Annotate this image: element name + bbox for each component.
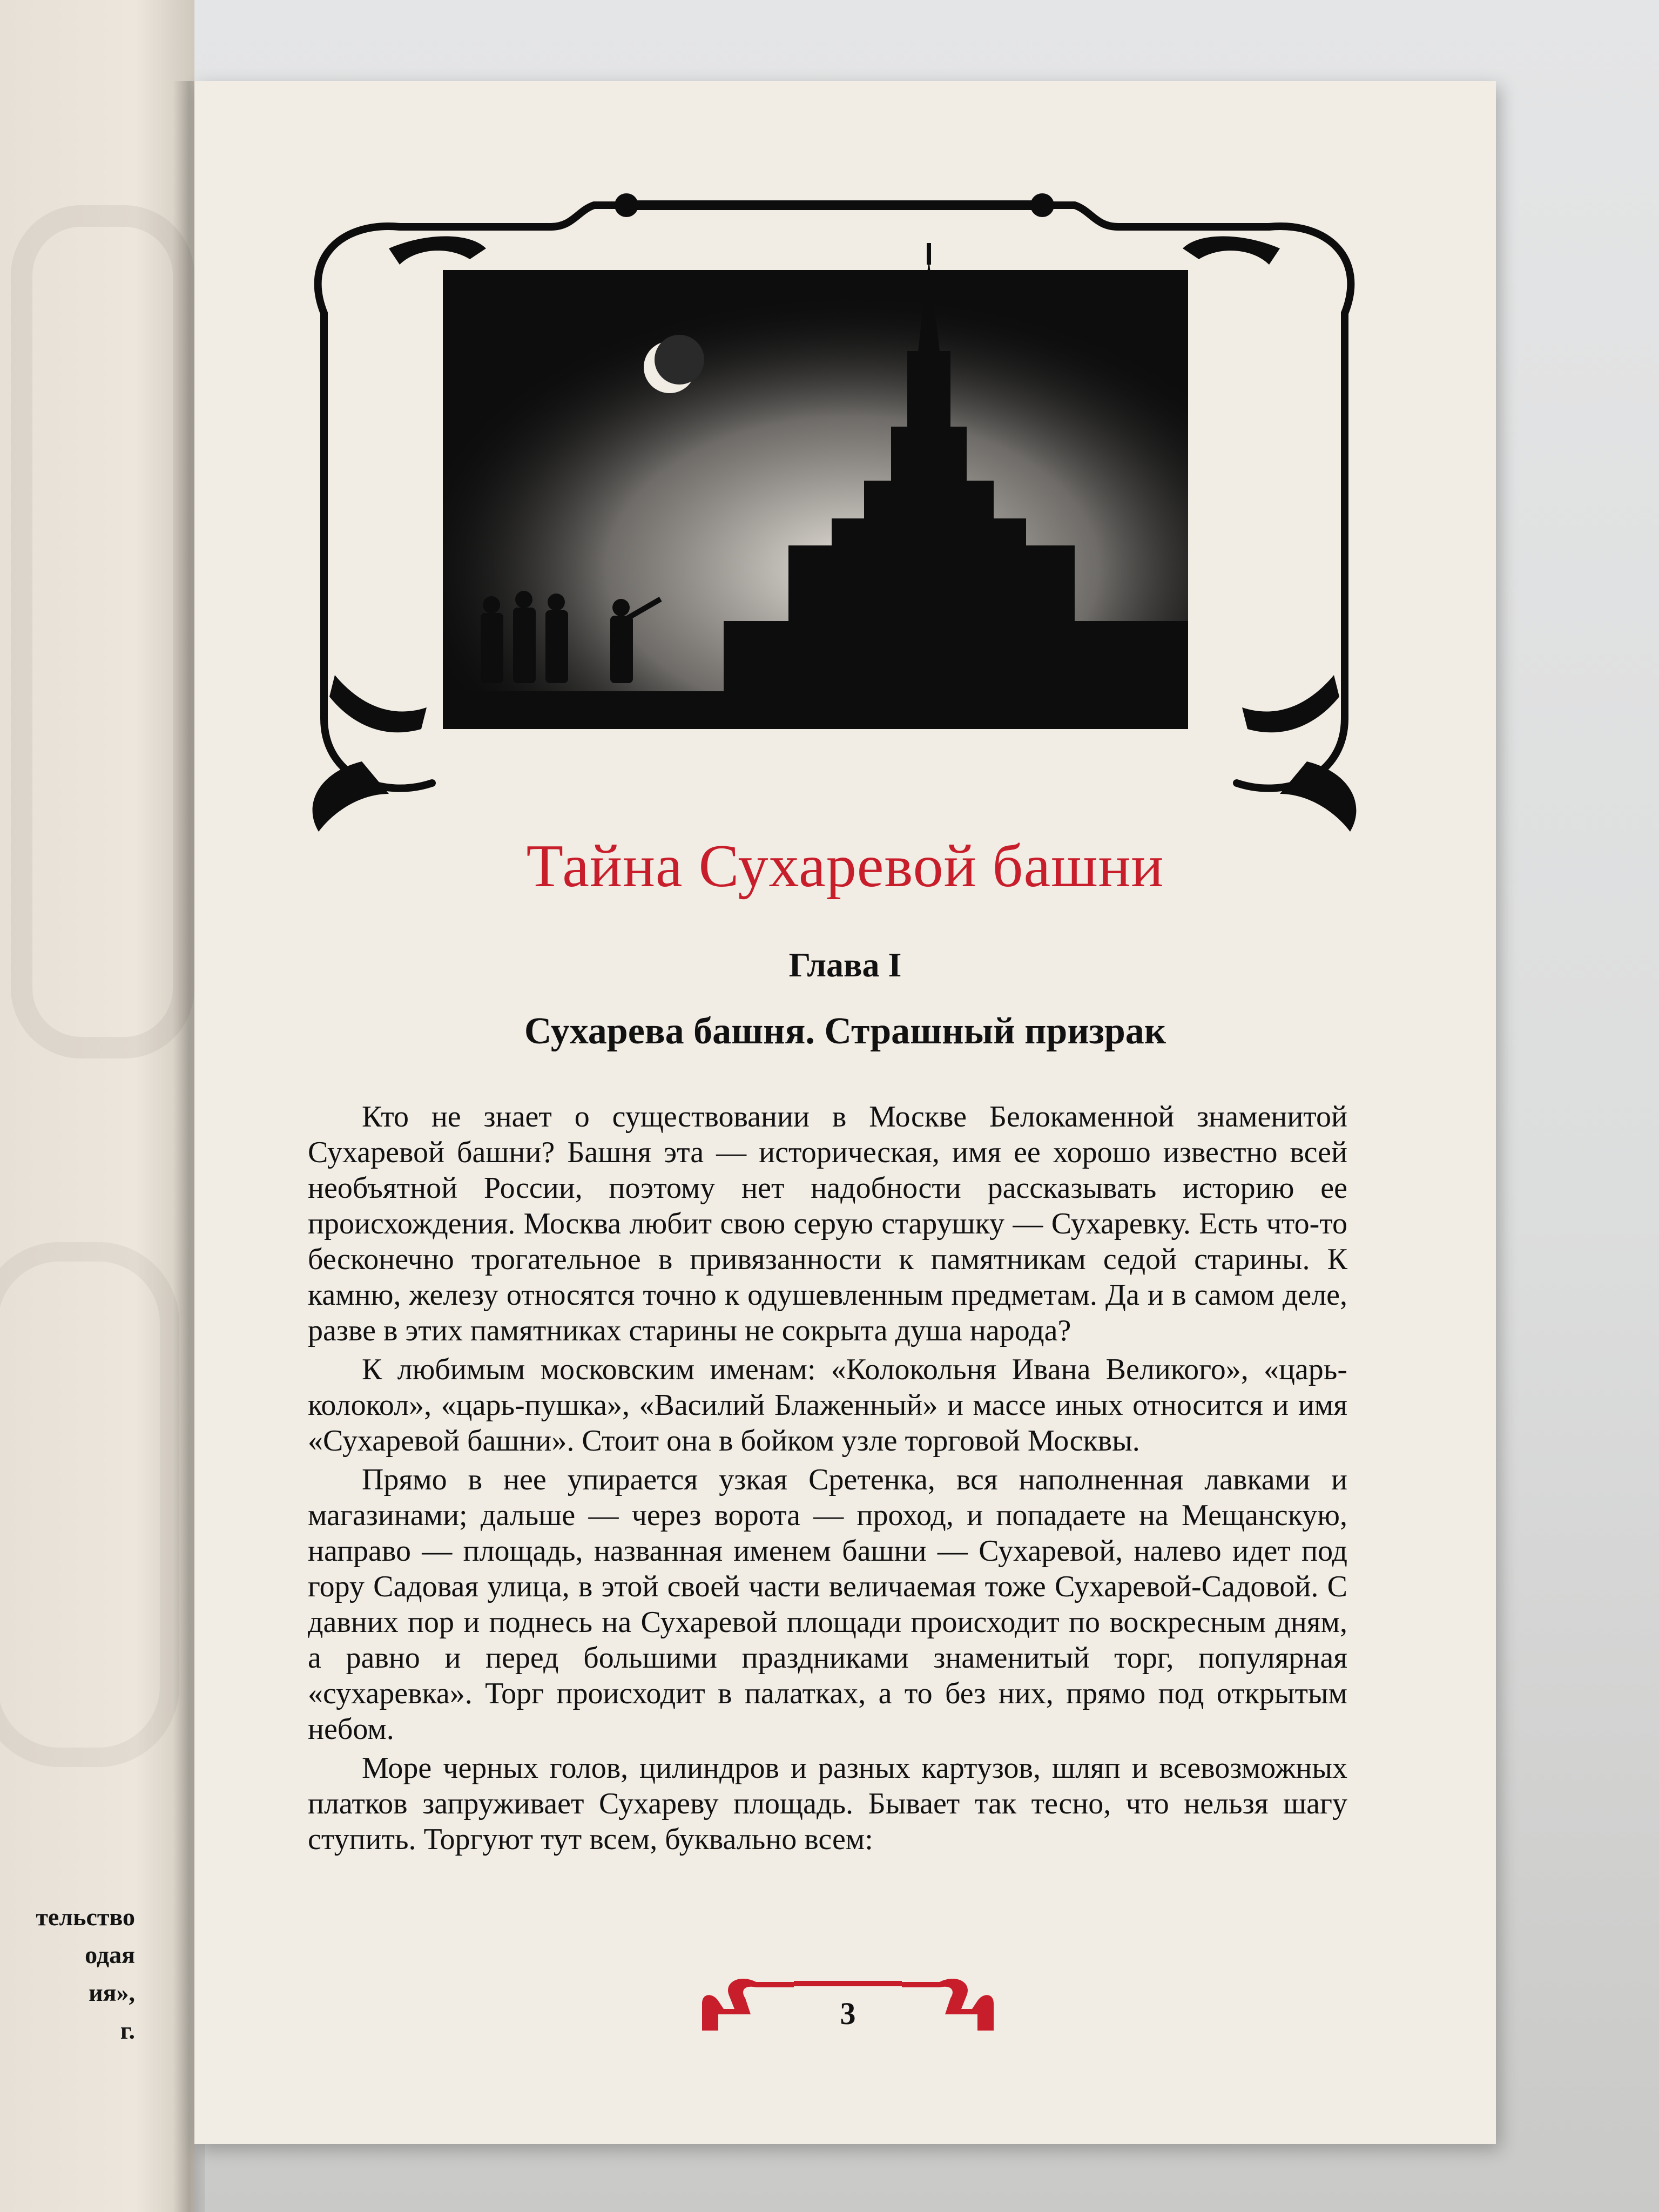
fragment-line: одая <box>85 1941 135 1968</box>
fragment-line: ия», <box>89 1979 135 2006</box>
chapter-label: Глава I <box>788 946 902 984</box>
illustration-frame <box>292 189 1377 869</box>
chapter-title: Сухарева башня. Страшный призрак <box>524 1010 1166 1052</box>
night-engraving <box>443 243 1188 729</box>
left-page-fragment <box>0 1898 135 2049</box>
story-title: Тайна Сухаревой башни <box>526 833 1164 900</box>
body-text <box>308 1099 1347 1860</box>
page-number: 3 <box>840 1996 856 2031</box>
paragraph: К любимым московским именам: «Колокольня Ивана Великого», «царь-колокол», «царь-пушка», «Василий Блаженный» и массе иных относится и имя «Сухаревой башни». Стоит она в бойком узле торговой Москвы. <box>308 1353 1347 1458</box>
paragraph: Прямо в нее упирается узкая Сретенка, вся наполненная лавками и магазинами; дальше — через ворота — проход, и попадаете на Мещанскую, направо — площадь, названная именем башни — Сухаревой, налево идет под гору Садовая улица, в этой своей части величаемая тоже Сухаревой-Садовой. С давних пор и поднесь на Сухаревой площади происходит по воскресным дням, а равно и перед большими праздниками знаменитый торг, популярная «сухаревка». Торг происходит в палатках, а то без них, прямо под открытым небом. <box>308 1463 1347 1746</box>
show-through-shape <box>0 1242 179 1767</box>
book-page <box>194 81 1496 2144</box>
show-through-shape <box>11 205 194 1058</box>
paragraph: Кто не знает о существовании в Москве Белокаменной знаменитой Сухаревой башни? Башня эта — историческая, имя ее хорошо известно всей необъятной России, поэтому нет надобности рассказывать историю ее происхождения. Москва любит свою серую старушку — Сухаревку. Есть что-то бесконечно трогательное в привязанности к памятникам седой старины. К камню, железу относятся точно к одушевленным предметам. Да и в самом деле, разве в этих памятниках старины не сокрыта душа народа? <box>308 1100 1347 1347</box>
paragraph: Море черных голов, цилиндров и разных картузов, шляп и всевозможных платков запруживает Сухареву площадь. Бывает так тесно, что нельзя шагу ступить. Торгуют тут всем, буквально всем: <box>308 1751 1347 1856</box>
fragment-line: г. <box>120 2017 135 2044</box>
left-page <box>0 0 194 2212</box>
fragment-line: тельство <box>36 1903 135 1931</box>
